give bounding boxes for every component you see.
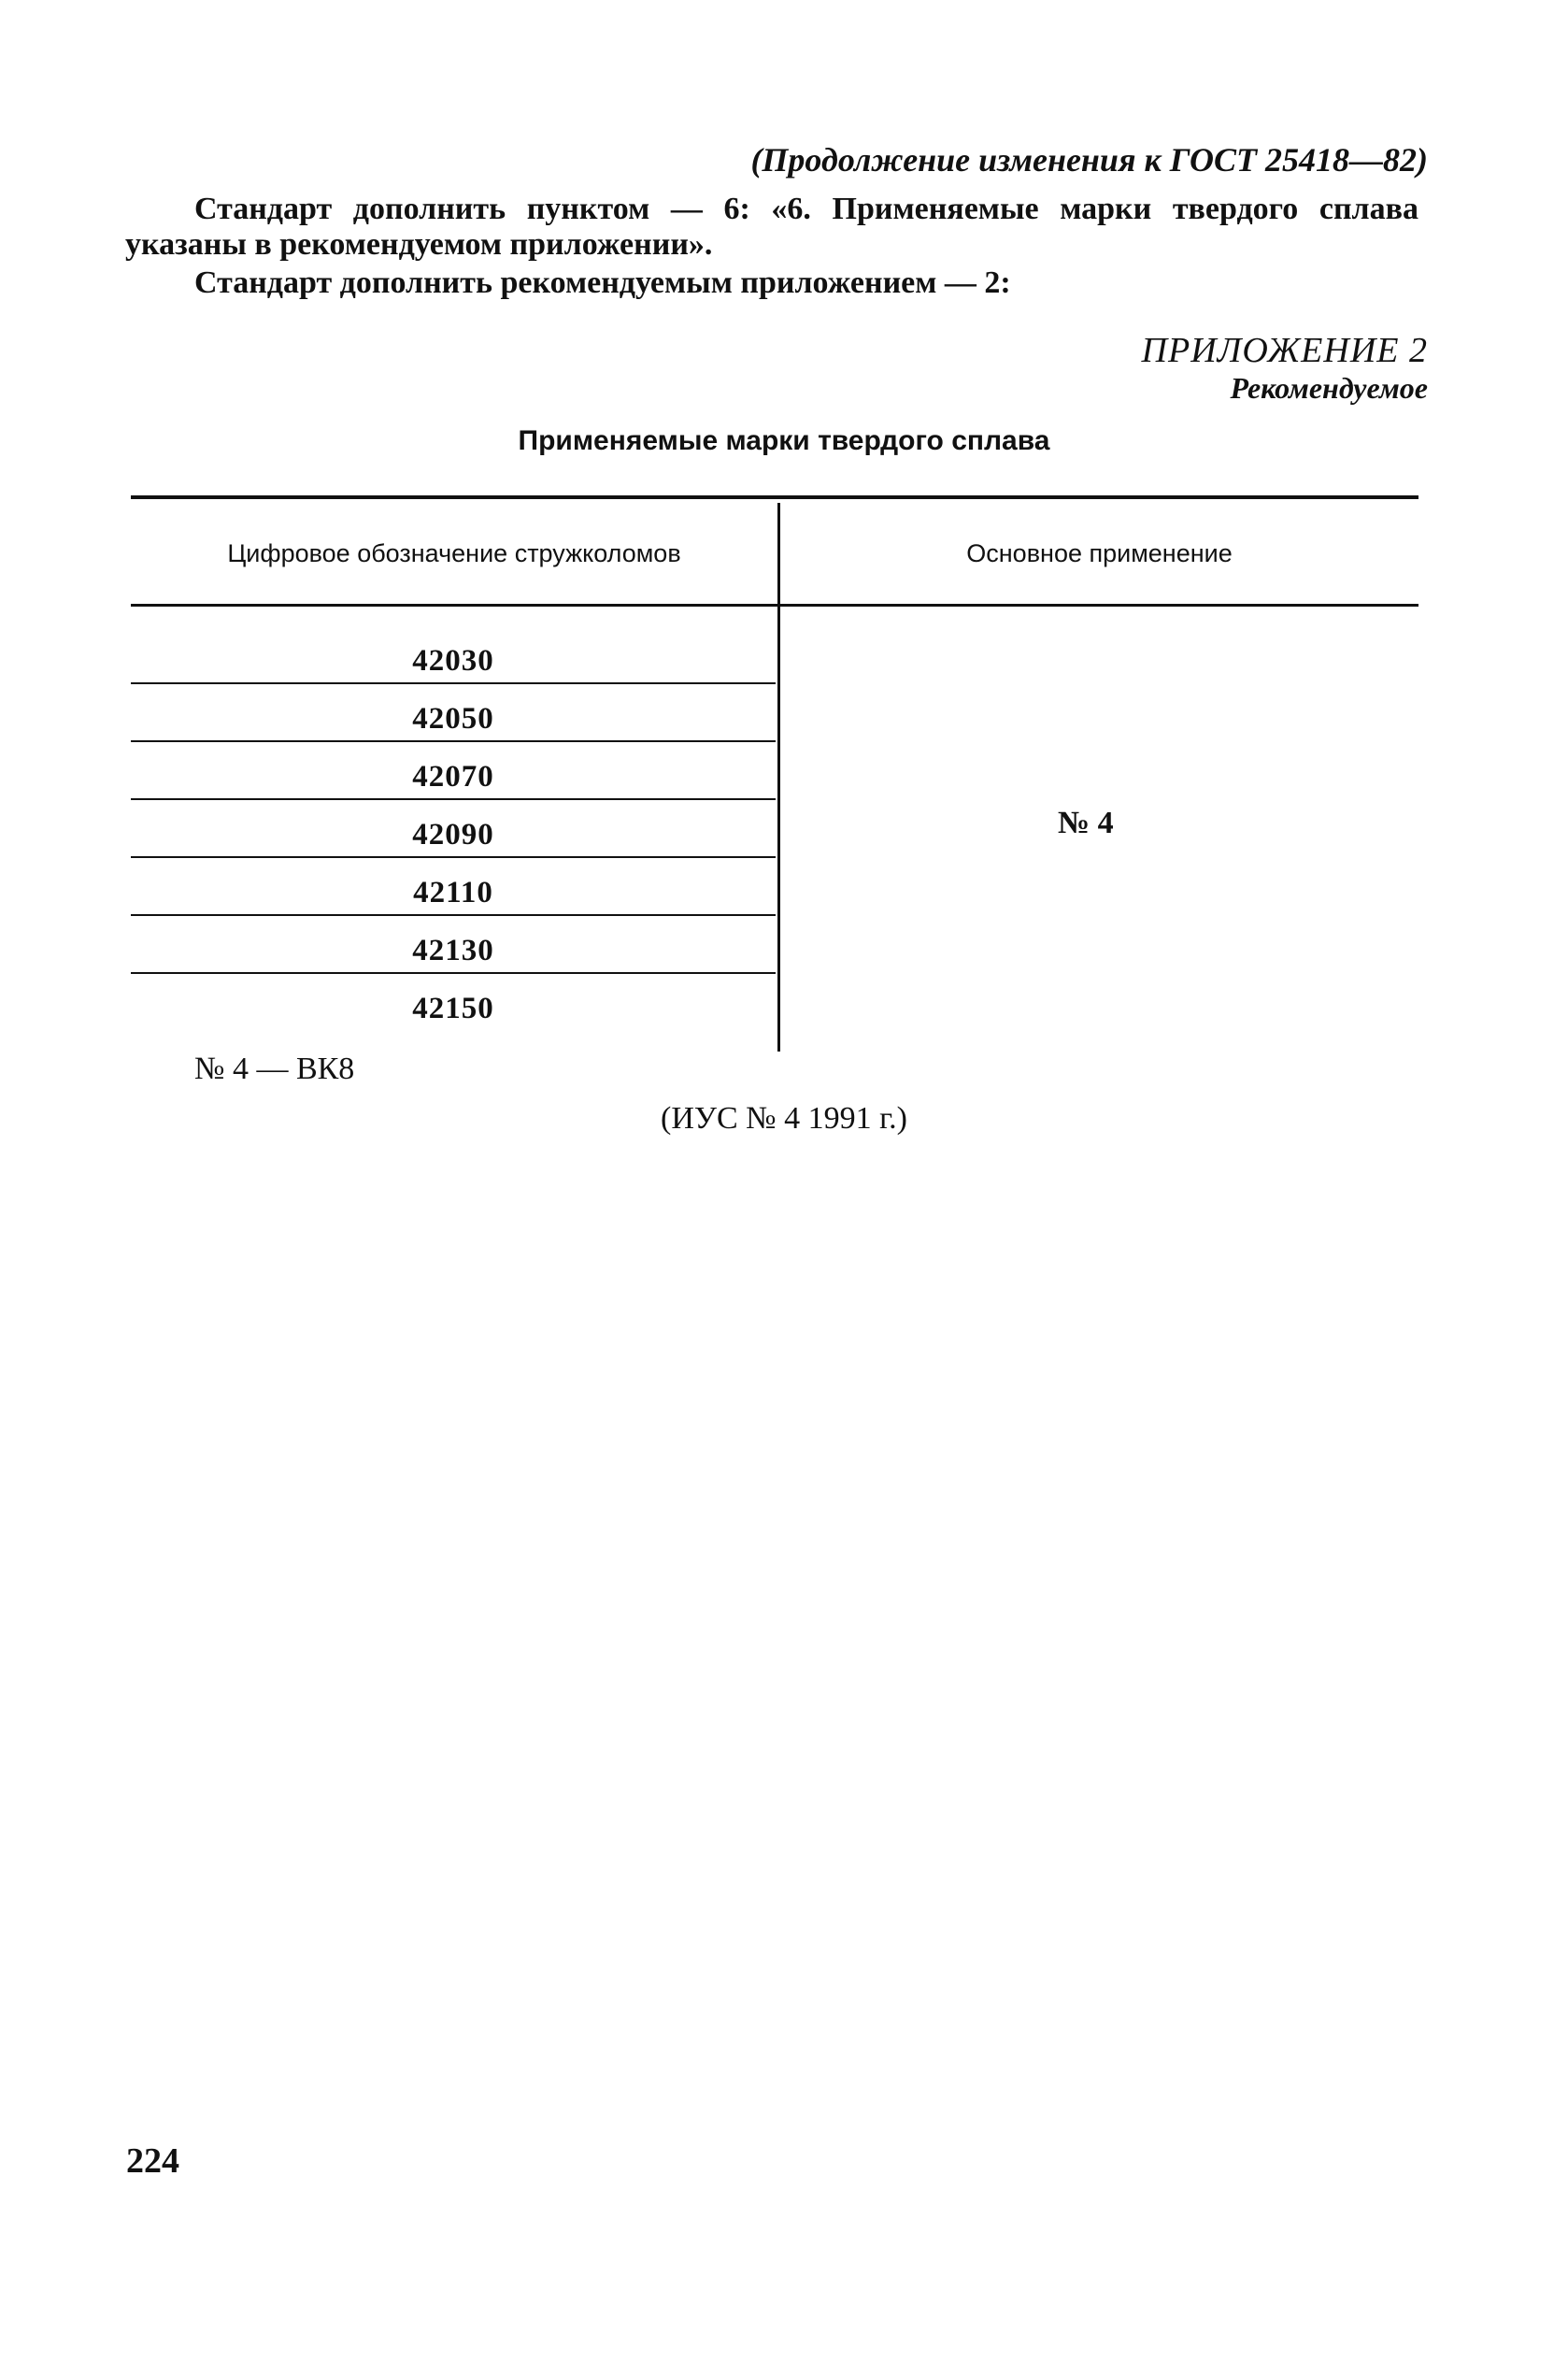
table-row	[131, 858, 776, 916]
code-cell: 42150	[412, 992, 494, 1025]
page-number: 224	[126, 2141, 179, 2181]
appendix-label	[1142, 332, 1428, 407]
alloy-footnote: № 4 — ВК8	[194, 1052, 355, 1086]
application-cell: № 4	[1058, 806, 1114, 840]
table-top-rule	[131, 495, 1418, 499]
appendix-subtitle: Рекомендуемое	[1230, 371, 1428, 405]
table-row	[131, 626, 776, 684]
table-header-rule	[131, 604, 1418, 607]
paragraph-1-line-2: указаны в рекомендуемом приложении».	[125, 227, 713, 262]
appendix-title: ПРИЛОЖЕНИЕ 2	[1141, 331, 1428, 370]
column-header-application: Основное применение	[966, 539, 1233, 567]
table-row	[131, 684, 776, 742]
continuation-header: (Продолжение изменения к ГОСТ 25418—82)	[750, 141, 1428, 179]
paragraph-2: Стандарт дополнить рекомендуемым приложением — 2:	[194, 265, 1011, 300]
code-cell: 42110	[413, 876, 493, 909]
code-cell: 42130	[412, 934, 494, 967]
code-cell: 42030	[412, 644, 494, 678]
table-title: Применяемые марки твердого сплава	[518, 425, 1050, 456]
table-row	[131, 916, 776, 974]
source-reference: (ИУС № 4 1991 г.)	[661, 1101, 907, 1136]
table-row	[131, 742, 776, 800]
table-row	[131, 800, 776, 858]
code-cell: 42090	[412, 818, 494, 852]
paragraph-1-line-1: Стандарт дополнить пунктом — 6: «6. Применяемые марки твердого сплава	[194, 192, 1418, 226]
column-header-codes: Цифровое обозначение стружколомов	[227, 539, 681, 567]
table-row	[131, 974, 776, 1032]
table-column-divider	[777, 503, 780, 1052]
code-cell: 42070	[412, 760, 494, 794]
code-cell: 42050	[412, 702, 494, 736]
